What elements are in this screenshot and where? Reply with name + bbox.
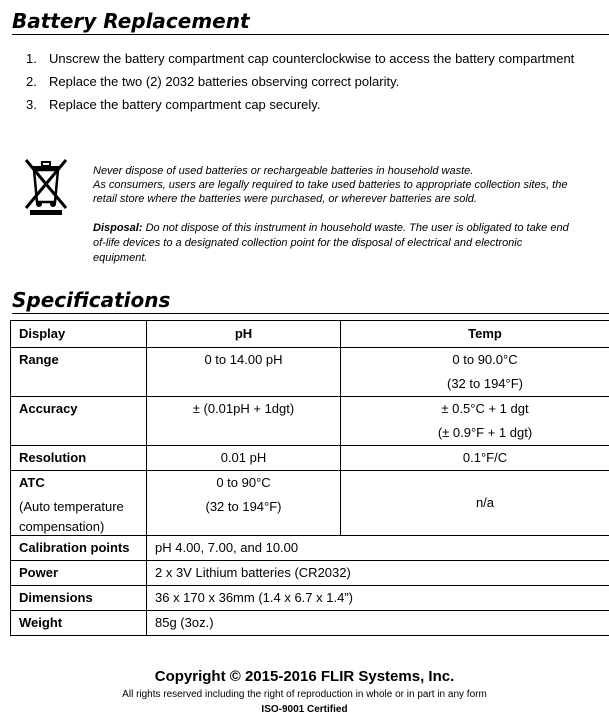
- copyright-line: Copyright © 2015-2016 FLIR Systems, Inc.: [154, 668, 455, 685]
- table-row: Weight 85g (3oz.): [11, 611, 609, 636]
- disposal-notice-line: equipment.: [93, 252, 148, 264]
- crossed-out-bin-icon: [22, 156, 70, 216]
- table-row: Range 0 to 14.00 pH 0 to 90.0°C (32 to 194°F): [11, 348, 609, 397]
- step-item: 3. Replace the battery compartment cap securely.: [26, 97, 321, 112]
- table-row: Resolution 0.01 pH 0.1°F/C: [11, 446, 609, 471]
- table-row: Calibration points pH 4.00, 7.00, and 10.00: [11, 536, 609, 561]
- specifications-underline: [12, 313, 609, 314]
- battery-disposal-notice-line: retail store where the batteries were purchased, or wherever batteries are sold.: [93, 193, 477, 205]
- battery-disposal-notice-line: As consumers, users are legally required to take used batteries to appropriate collection sites, the: [93, 179, 568, 191]
- table-row: Accuracy ± (0.01pH + 1dgt) ± 0.5°C + 1 dgt (± 0.9°F + 1 dgt): [11, 397, 609, 446]
- disposal-notice-line: Disposal: Do not dispose of this instrument in household waste. The user is obligated to take end: [93, 222, 569, 234]
- specifications-title: Specifications: [12, 288, 171, 312]
- battery-replacement-title: Battery Replacement: [12, 9, 250, 33]
- battery-steps-list: [26, 47, 574, 116]
- specifications-table: [10, 320, 609, 636]
- battery-disposal-notice-line: Never dispose of used batteries or rechargeable batteries in household waste.: [93, 165, 474, 177]
- step-item: 1. Unscrew the battery compartment cap counterclockwise to access the battery compartment: [26, 51, 575, 66]
- disposal-notice-line: of-life devices to a designated collection point for the disposal of electrical and electronic: [93, 237, 523, 249]
- step-item: 2. Replace the two (2) 2032 batteries observing correct polarity.: [26, 74, 400, 89]
- rights-line: All rights reserved including the right of reproduction in whole or in part in any form: [122, 689, 487, 700]
- table-row: Power 2 x 3V Lithium batteries (CR2032): [11, 561, 609, 586]
- title-underline: [12, 34, 609, 35]
- table-row: Display pH Temp: [11, 321, 609, 348]
- table-row: ATC (Auto temperature compensation) 0 to 90°C (32 to 194°F) n/a: [11, 471, 609, 536]
- iso-certified-line: ISO-9001 Certified: [261, 704, 348, 715]
- table-row: Dimensions 36 x 170 x 36mm (1.4 x 6.7 x 1.4”): [11, 586, 609, 611]
